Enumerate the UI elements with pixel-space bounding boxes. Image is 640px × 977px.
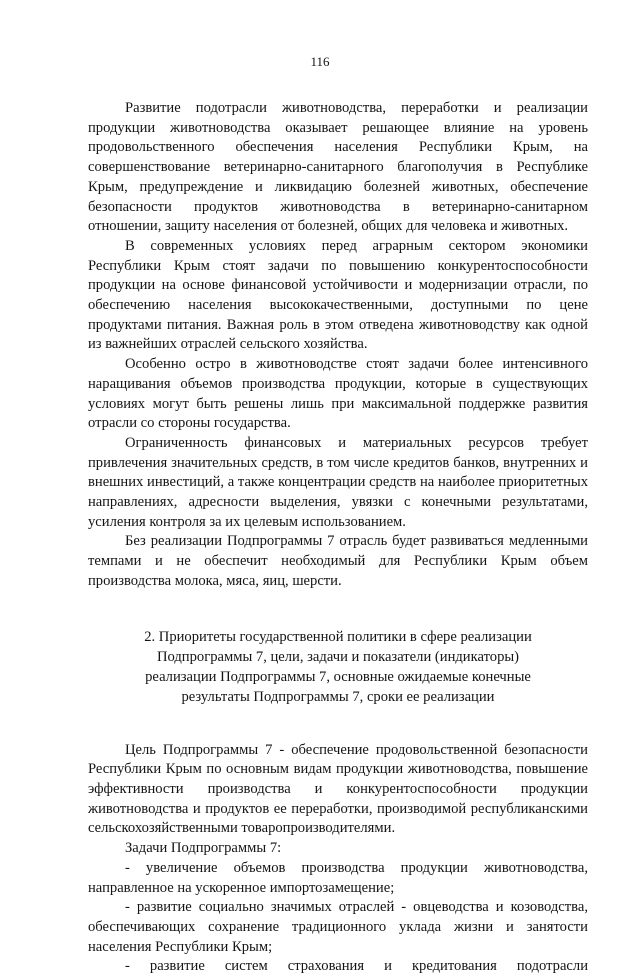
paragraph: Цель Подпрограммы 7 - обеспечение продовольственной безопасности Республики Крым по основным видам продукции животноводства, повышение эффективности производства и конкурентоспособности продукции животноводства и продуктов ее переработки, производимой республиканскими сельскохозяйственными товаропроизводителями.: [88, 741, 588, 837]
section-heading: [88, 627, 588, 707]
heading-line: реализации Подпрограммы 7, основные ожидаемые конечные: [145, 668, 531, 685]
paragraph: Развитие подотрасли животноводства, переработки и реализации продукции животноводства оказывает решающее влияние на уровень продовольственного обеспечения населения Республики Крым, на совершенствование ветеринарно-санитарного благополучия в Республике Крым, предупреждение и ликвидацию болезней животных, обеспечение безопасности продуктов животноводства в ветеринарно-санитарном отношении, защиту населения от болезней, общих для человека и животных.: [88, 100, 588, 235]
heading-line: результаты Подпрограммы 7, сроки ее реализации: [181, 688, 495, 705]
heading-line: 2. Приоритеты государственной политики в сфере реализации: [144, 628, 532, 645]
page-number: 116: [310, 54, 330, 69]
list-item: - увеличение объемов производства продукции животноводства, направленное на ускоренное импортозамещение;: [88, 859, 588, 896]
list-item: - развитие социально значимых отраслей - овцеводства и козоводства, обеспечивающих сохранение традиционного уклада жизни и занятости населения Республики Крым;: [88, 899, 588, 955]
paragraph: Без реализации Подпрограммы 7 отрасль будет развиваться медленными темпами и не обеспечит необходимый для Республики Крым объем производства молока, мяса, яиц, шерсти.: [88, 533, 588, 589]
paragraph: Ограниченность финансовых и материальных ресурсов требует привлечения значительных средств, в том числе кредитов банков, внутренних и внешних инвестиций, а также концентрации средств на наиболее приоритетных направлениях, адресности выделения, увязки с конечными результатами, усиления контроля за их целевым использованием.: [88, 434, 588, 530]
list-item: - развитие систем страхования и кредитования подотрасли: [125, 958, 588, 975]
paragraph: В современных условиях перед аграрным сектором экономики Республики Крым стоят задачи по повышению конкурентоспособности продукции на основе финансовой устойчивости и модернизации отрасли, по обеспечению населения высококачественными, доступными по цене продуктами питания. Важная роль в этом отведена животноводству как одной из важнейших отраслей сельского хозяйства.: [88, 237, 588, 353]
paragraph: Задачи Подпрограммы 7:: [125, 840, 282, 857]
heading-line: Подпрограммы 7, цели, задачи и показатели (индикаторы): [156, 648, 520, 665]
paragraph: Особенно остро в животноводстве стоят задачи более интенсивного наращивания объемов производства продукции, которые в существующих условиях могут быть решены лишь при максимальной поддержке развития отрасли со стороны государства.: [88, 356, 588, 432]
document-body: [88, 99, 588, 977]
